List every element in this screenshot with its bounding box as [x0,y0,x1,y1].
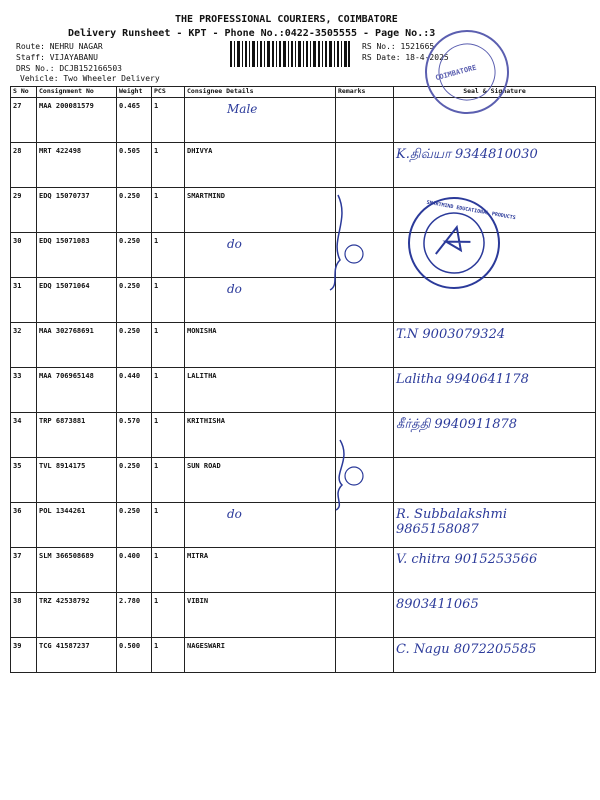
cell-consignment: EDQ 15071064 [37,278,117,323]
cell-sno: 33 [11,368,37,413]
cell-remarks [336,278,394,323]
table-row [11,143,596,188]
cell-consignment: POL 1344261 [37,503,117,548]
cell-consignment: TRZ 42538792 [37,593,117,638]
table-row [11,593,596,638]
cell-sno: 31 [11,278,37,323]
cell-sno: 36 [11,503,37,548]
cell-consignment: TVL 8914175 [37,458,117,503]
cell-signature: Lalitha 9940641178 [394,368,596,413]
cell-weight: 0.570 [117,413,152,458]
document-subtitle: Delivery Runsheet - KPT - Phone No.:0422-3505555 - Page No.:3 [68,28,436,39]
cell-remarks [336,143,394,188]
table-row [11,188,596,233]
cell-signature: R. Subbalakshmi 9865158087 [394,503,596,548]
cell-consignment: EDQ 15071083 [37,233,117,278]
smartmind-stamp [401,190,517,297]
cell-pcs: 1 [152,503,185,548]
cell-signature: 8903411065 [394,593,596,638]
barcode [230,41,350,67]
cell-consignee: MONISHA [185,323,336,368]
cell-consignee [185,278,336,323]
cell-consignee: KRITHISHA [185,413,336,458]
table-row [11,323,596,368]
cell-consignee: NAGESWARI [185,638,336,673]
cell-consignment: TCG 41587237 [37,638,117,673]
table-row [11,278,596,323]
cell-signature: V. chitra 9015253566 [394,548,596,593]
cell-remarks [336,188,394,233]
drs-number: DRS No.: DCJB152166503 [16,64,122,73]
col-seal-signature: Seal & Signature [394,87,596,98]
table-row [11,413,596,458]
cell-consignee [185,98,336,143]
cell-pcs: 1 [152,368,185,413]
cell-pcs: 1 [152,143,185,188]
cell-consignee: VIBIN [185,593,336,638]
cell-remarks [336,638,394,673]
cell-weight: 0.250 [117,458,152,503]
cell-consignment: MAA 302768691 [37,323,117,368]
cell-remarks [336,98,394,143]
cell-weight: 0.250 [117,188,152,233]
cell-signature: K.திவ்யா 9344810030 [394,143,596,188]
cell-sno: 37 [11,548,37,593]
cell-consignee [185,233,336,278]
col-consignee: Consignee Details [185,87,336,98]
rs-number: RS No.: 1521665 [362,42,435,51]
cell-consignment: MAA 706965148 [37,368,117,413]
table-row [11,458,596,503]
cell-remarks [336,503,394,548]
cell-consignee: SUN ROAD [185,458,336,503]
cell-consignment: EDQ 15070737 [37,188,117,233]
cell-consignment: TRP 6873881 [37,413,117,458]
cell-pcs: 1 [152,98,185,143]
cell-signature: கீர்த்தி 9940911878 [394,413,596,458]
staff-label: Staff: VIJAYABANU [16,53,98,62]
cell-consignee: LALITHA [185,368,336,413]
cell-consignment: MRT 422498 [37,143,117,188]
cell-remarks [336,548,394,593]
cell-sno: 27 [11,98,37,143]
cell-remarks [336,233,394,278]
cell-consignee [185,503,336,548]
col-pcs: PCS [152,87,185,98]
cell-sno: 28 [11,143,37,188]
cell-pcs: 1 [152,188,185,233]
cell-weight: 0.250 [117,503,152,548]
cell-sno: 30 [11,233,37,278]
cell-signature [394,458,596,503]
cell-sno: 38 [11,593,37,638]
cell-weight: 0.500 [117,638,152,673]
cell-signature: C. Nagu 8072205585 [394,638,596,673]
cell-consignee: DHIVYA [185,143,336,188]
cell-weight: 0.250 [117,278,152,323]
cell-remarks [336,413,394,458]
handwritten-note: Male [227,102,258,116]
cell-sno: 29 [11,188,37,233]
col-remarks: Remarks [336,87,394,98]
cell-pcs: 1 [152,458,185,503]
cell-consignee: SMARTMIND [185,188,336,233]
cell-remarks [336,593,394,638]
cell-signature [394,278,596,323]
cell-pcs: 1 [152,593,185,638]
cell-remarks [336,458,394,503]
cell-sno: 39 [11,638,37,673]
col-weight: Weight [117,87,152,98]
cell-weight: 0.440 [117,368,152,413]
cell-consignment: SLM 366508689 [37,548,117,593]
cell-sno: 34 [11,413,37,458]
cell-sno: 32 [11,323,37,368]
cell-pcs: 1 [152,638,185,673]
table-row [11,98,596,143]
cell-weight: 0.400 [117,548,152,593]
col-sno: S No [11,87,37,98]
handwritten-note: do [227,507,242,521]
rs-date: RS Date: 18-4-2025 [362,53,449,62]
cell-weight: 0.250 [117,323,152,368]
cell-remarks [336,368,394,413]
cell-pcs: 1 [152,323,185,368]
cell-weight: 0.505 [117,143,152,188]
cell-pcs: 1 [152,278,185,323]
cell-weight: 0.465 [117,98,152,143]
cell-pcs: 1 [152,548,185,593]
cell-weight: 0.250 [117,233,152,278]
col-consignment: Consignment No [37,87,117,98]
vehicle-label: Vehicle: Two Wheeler Delivery [20,74,160,83]
smartmind-stamp-text: SMARTMIND EDUCATIONAL PRODUCTS [426,199,517,222]
table-row [11,638,596,673]
cell-signature: T.N 9003079324 [394,323,596,368]
cell-pcs: 1 [152,413,185,458]
cell-consignment: MAA 200081579 [37,98,117,143]
courier-stamp-text: COIMBATORE [434,63,478,83]
cell-consignee: MITRA [185,548,336,593]
handwritten-note: do [227,282,242,296]
route-label: Route: NEHRU NAGAR [16,42,103,51]
handwritten-note: do [227,237,242,251]
table-row [11,548,596,593]
cell-remarks [336,323,394,368]
cell-weight: 2.780 [117,593,152,638]
table-row [11,368,596,413]
cell-sno: 35 [11,458,37,503]
cell-pcs: 1 [152,233,185,278]
runsheet-table [10,86,596,673]
table-row [11,503,596,548]
document-title: THE PROFESSIONAL COURIERS, COIMBATORE [175,14,398,25]
table-row [11,233,596,278]
